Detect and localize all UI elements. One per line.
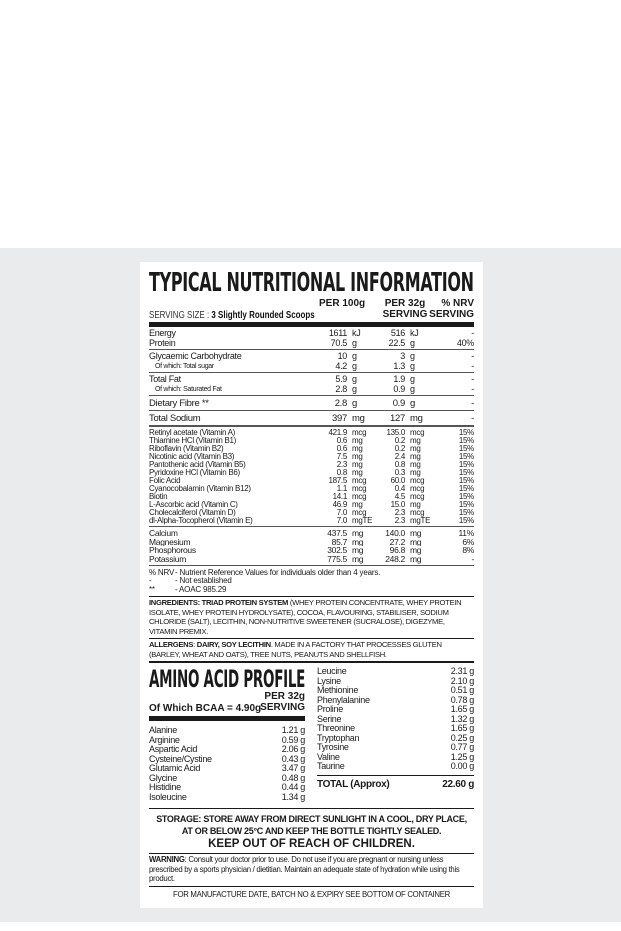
per-serving-value: 60.0 bbox=[390, 477, 405, 485]
warning bbox=[149, 854, 474, 886]
keep-out-warning: KEEP OUT OF REACH OF CHILDREN. bbox=[208, 838, 415, 851]
per-serving-unit: mg bbox=[410, 453, 421, 461]
per-serving-value: 0.2 bbox=[394, 437, 405, 445]
nutrient-name: Calcium bbox=[149, 529, 178, 538]
per-100g-unit: mgTE bbox=[352, 517, 373, 525]
allergens-text: . MADE IN A FACTORY THAT PROCESSES GLUTEN (BARLEY, WHEAT AND OATS), TREE NUTS, PEANUTS AND SHELLFISH. bbox=[149, 640, 442, 659]
per-100g-value: 397 bbox=[332, 413, 347, 424]
per-serving-value: 27.2 bbox=[389, 537, 405, 547]
nrv-value: - bbox=[471, 375, 474, 384]
amino-right-list bbox=[317, 667, 474, 772]
per-serving-value: 4.5 bbox=[394, 493, 405, 501]
amino-acid-name: Leucine bbox=[317, 666, 347, 677]
nrv-value: 15% bbox=[458, 429, 474, 437]
per-100g-value: 0.8 bbox=[336, 469, 347, 477]
label-title: TYPICAL NUTRITIONAL INFORMATION bbox=[149, 268, 474, 298]
amino-left-column bbox=[149, 667, 305, 802]
per-serving-unit: g bbox=[410, 361, 415, 371]
divider bbox=[317, 775, 474, 776]
per-serving-value: 127 bbox=[390, 413, 405, 424]
per-100g-value: 4.2 bbox=[335, 361, 347, 371]
nrv-value: - bbox=[471, 352, 474, 361]
per-100g-value: 187.5 bbox=[328, 477, 347, 485]
per-serving-unit: mg bbox=[410, 469, 421, 477]
amino-acid-value: 1.32 g bbox=[450, 713, 474, 724]
storage-line1: STORAGE: STORE AWAY FROM DIRECT SUNLIGHT IN A COOL, DRY PLACE, bbox=[156, 814, 467, 825]
nutrient-group bbox=[149, 396, 474, 410]
nutrient-name: Total Sodium bbox=[149, 413, 201, 424]
header-per-100g: PER 100g bbox=[319, 298, 366, 309]
per-serving-value: 2.3 bbox=[394, 509, 405, 517]
allergens-label: ALLERGENS bbox=[149, 640, 194, 650]
amino-acid-section bbox=[149, 663, 474, 802]
amino-acid-name: Methionine bbox=[317, 685, 359, 696]
note-symbol: - bbox=[149, 576, 152, 586]
amino-acid-value: 1.65 g bbox=[450, 704, 474, 715]
amino-acid-value: 0.51 g bbox=[450, 685, 474, 696]
per-100g-unit: g bbox=[352, 352, 357, 361]
ingredients bbox=[149, 597, 474, 638]
amino-acid-name: Taurine bbox=[317, 761, 345, 772]
per-serving-unit: g bbox=[410, 375, 415, 384]
amino-acid-name: Tryptophan bbox=[317, 732, 360, 743]
nrv-value: 15% bbox=[458, 477, 474, 485]
per-serving-value: 0.9 bbox=[393, 384, 405, 394]
per-serving-value: 1.9 bbox=[393, 375, 405, 384]
storage-instructions bbox=[149, 809, 474, 837]
nrv-value: 15% bbox=[458, 485, 474, 493]
per-100g-value: 70.5 bbox=[330, 338, 347, 348]
amino-acid-value: 0.00 g bbox=[450, 761, 474, 772]
header-per-serving bbox=[377, 298, 433, 320]
per-serving-unit: mcg bbox=[410, 477, 425, 485]
per-100g-unit: mg bbox=[352, 501, 363, 509]
page-background bbox=[0, 248, 621, 922]
table-header bbox=[149, 298, 474, 321]
per-serving-value: 2.4 bbox=[394, 453, 405, 461]
nrv-value: 40% bbox=[456, 338, 474, 348]
amino-acid-value: 2.31 g bbox=[450, 666, 474, 677]
amino-total-row bbox=[317, 779, 474, 791]
per-100g-unit: g bbox=[352, 338, 357, 348]
per-serving-unit: mg bbox=[410, 546, 422, 556]
nutrient-group bbox=[149, 527, 474, 565]
nutrient-name: Of which: Saturated Fat bbox=[155, 385, 222, 393]
per-serving-unit: mg bbox=[410, 437, 421, 445]
per-100g-value: 1611 bbox=[328, 329, 347, 338]
per-serving-value: 1.3 bbox=[393, 361, 405, 371]
per-serving-unit: mg bbox=[410, 413, 423, 424]
amino-acid-name: Alanine bbox=[149, 725, 177, 736]
serving-size bbox=[149, 310, 317, 321]
amino-acid-value: 2.06 g bbox=[281, 744, 305, 755]
nutrient-name: Energy bbox=[149, 329, 176, 338]
nrv-value: 15% bbox=[458, 437, 474, 445]
per-serving-unit: g bbox=[410, 384, 415, 394]
amino-acid-value: 0.44 g bbox=[281, 782, 305, 793]
per-serving-value: 22.5 bbox=[388, 338, 405, 348]
header-nrv-line2: SERVING bbox=[429, 309, 474, 320]
nutrient-name: Phosphorous bbox=[149, 546, 196, 556]
nutrition-table bbox=[149, 327, 474, 566]
per-serving-value: 0.9 bbox=[392, 398, 405, 409]
nrv-value: 11% bbox=[458, 529, 474, 538]
per-100g-value: 2.8 bbox=[334, 398, 347, 409]
nrv-value: - bbox=[471, 413, 474, 424]
per-100g-value: 7.5 bbox=[336, 453, 347, 461]
nutrient-name: Cyanocobalamin (Vitamin B12) bbox=[149, 485, 251, 493]
amino-acid-name: Glutamic Acid bbox=[149, 763, 201, 774]
header-nrv bbox=[429, 298, 474, 320]
per-serving-unit: mg bbox=[410, 529, 422, 538]
amino-acid-name: Phenylalanine bbox=[317, 694, 370, 705]
amino-acid-value: 0.43 g bbox=[281, 753, 305, 764]
per-serving-unit: mcg bbox=[410, 485, 425, 493]
nrv-value: 8% bbox=[462, 546, 474, 556]
per-serving-unit: mgTE bbox=[410, 517, 431, 525]
per-100g-unit: mcg bbox=[352, 477, 367, 485]
nrv-value: 15% bbox=[458, 453, 474, 461]
per-100g-unit: mcg bbox=[352, 509, 367, 517]
per-100g-unit: mg bbox=[352, 555, 364, 564]
amino-acid-value: 0.77 g bbox=[450, 742, 474, 753]
amino-total-value: 22.60 g bbox=[442, 778, 474, 790]
header-per-serving-line1: PER 32g bbox=[384, 298, 426, 309]
nrv-value: 15% bbox=[458, 493, 474, 501]
nrv-value: 6% bbox=[462, 537, 474, 547]
per-100g-value: 775.5 bbox=[327, 555, 347, 564]
per-serving-unit: mg bbox=[410, 461, 421, 469]
nutrition-label-panel bbox=[140, 262, 483, 908]
nutrient-name: Dietary Fibre ** bbox=[149, 398, 209, 409]
per-serving-value: 96.8 bbox=[389, 546, 405, 556]
per-serving-unit: mg bbox=[410, 555, 422, 564]
nutrient-name: Of which: Total sugar bbox=[155, 362, 214, 370]
amino-right-column bbox=[317, 667, 474, 802]
per-serving-value: 516 bbox=[390, 329, 405, 338]
amino-header-line2: SERVING bbox=[260, 702, 305, 714]
per-serving-value: 135.0 bbox=[386, 429, 405, 437]
per-serving-unit: mg bbox=[410, 501, 421, 509]
note-text: - Not established bbox=[175, 576, 232, 586]
nutrient-name: Pyridoxine HCl (Vitamin B6) bbox=[149, 469, 240, 477]
allergens-list: DAIRY, SOY LECITHIN bbox=[196, 640, 271, 650]
amino-acid-name: Threonine bbox=[317, 723, 355, 734]
per-100g-value: 0.6 bbox=[336, 445, 347, 453]
per-serving-unit: mcg bbox=[410, 509, 425, 517]
per-100g-value: 0.6 bbox=[336, 437, 347, 445]
per-100g-unit: mcg bbox=[352, 429, 367, 437]
nrv-value: - bbox=[471, 361, 474, 371]
nutrient-name: Pantothenic acid (Vitamin B5) bbox=[149, 461, 246, 469]
note-symbol: ** bbox=[149, 584, 155, 594]
nrv-value: - bbox=[471, 329, 474, 338]
per-100g-value: 7.0 bbox=[336, 509, 347, 517]
ingredients-label: INGREDIENTS: TRIAD PROTEIN SYSTEM bbox=[149, 598, 289, 608]
per-100g-unit: mg bbox=[352, 546, 364, 556]
per-100g-unit: mg bbox=[352, 453, 363, 461]
allergens-colon: : bbox=[193, 640, 197, 650]
amino-divider bbox=[149, 716, 305, 721]
amino-title: AMINO ACID PROFILE bbox=[149, 665, 306, 694]
footer-note: FOR MANUFACTURE DATE, BATCH NO & EXPIRY SEE BOTTOM OF CONTAINER bbox=[173, 889, 450, 899]
per-serving-unit: mcg bbox=[410, 429, 425, 437]
nrv-value: 15% bbox=[458, 509, 474, 517]
per-100g-unit: mg bbox=[352, 469, 363, 477]
nutrient-name: Glycaemic Carbohydrate bbox=[149, 352, 242, 361]
note-row bbox=[149, 586, 474, 595]
nutrient-name: Nicotinic acid (Vitamin B3) bbox=[149, 453, 235, 461]
bcaa-total: Of Which BCAA = 4.90g bbox=[149, 703, 262, 715]
per-100g-unit: g bbox=[352, 375, 357, 384]
per-100g-unit: g bbox=[352, 398, 357, 409]
per-100g-unit: mcg bbox=[352, 485, 367, 493]
nutrient-name: Biotin bbox=[149, 493, 168, 501]
note-text: - Nutrient Reference Values for individuals older than 4 years. bbox=[175, 567, 381, 577]
amino-acid-name: Serine bbox=[317, 713, 342, 724]
per-100g-unit: mg bbox=[352, 461, 363, 469]
per-100g-value: 421.9 bbox=[328, 429, 347, 437]
per-serving-unit: mg bbox=[410, 445, 421, 453]
amino-acid-value: 3.47 g bbox=[281, 763, 305, 774]
nutrient-name: Retinyl acetate (Vitamin A) bbox=[149, 429, 236, 437]
per-100g-unit: mg bbox=[352, 537, 364, 547]
per-serving-unit: mcg bbox=[410, 493, 425, 501]
nutrient-name: Thiamine HCl (Vitamin B1) bbox=[149, 437, 237, 445]
amino-acid-value: 0.48 g bbox=[281, 772, 305, 783]
note-text: - AOAC 985.29 bbox=[175, 584, 227, 594]
nutrient-name: Protein bbox=[149, 338, 176, 348]
per-100g-value: 10 bbox=[337, 352, 347, 361]
nutrient-name: dl-Alpha-Tocopherol (Vitamin E) bbox=[149, 517, 253, 525]
amino-acid-value: 2.10 g bbox=[450, 675, 474, 686]
nutrient-name: Cholecalciferol (Vitamin D) bbox=[149, 509, 236, 517]
amino-acid-value: 0.25 g bbox=[450, 732, 474, 743]
per-100g-unit: mg bbox=[352, 437, 363, 445]
serving-size-text bbox=[149, 310, 315, 321]
amino-acid-name: Aspartic Acid bbox=[149, 744, 198, 755]
serving-size-label: SERVING SIZE : bbox=[149, 310, 212, 321]
amino-acid-name: Cysteine/Cystine bbox=[149, 753, 212, 764]
amino-header-line1: PER 32g bbox=[264, 691, 305, 703]
nrv-value: - bbox=[471, 384, 474, 394]
amino-acid-value: 1.65 g bbox=[450, 723, 474, 734]
amino-acid-name: Tyrosine bbox=[317, 742, 349, 753]
nutrient-group bbox=[149, 327, 474, 349]
per-serving-value: 3 bbox=[400, 352, 405, 361]
nutrient-name: L-Ascorbic acid (Vitamin C) bbox=[149, 501, 238, 509]
amino-acid-value: 0.78 g bbox=[450, 694, 474, 705]
per-100g-value: 1.1 bbox=[336, 485, 347, 493]
per-100g-value: 46.9 bbox=[332, 501, 347, 509]
nrv-notes bbox=[149, 566, 474, 597]
per-serving-value: 140.0 bbox=[385, 529, 405, 538]
per-serving-value: 0.8 bbox=[394, 461, 405, 469]
per-serving-unit: g bbox=[410, 338, 415, 348]
nutrient-name: Folic Acid bbox=[149, 477, 181, 485]
per-100g-unit: mg bbox=[352, 445, 363, 453]
per-serving-value: 0.3 bbox=[394, 469, 405, 477]
per-serving-value: 0.2 bbox=[394, 445, 405, 453]
amino-acid-name: Glycine bbox=[149, 772, 177, 783]
header-per-serving-line2: SERVING bbox=[382, 309, 428, 320]
amino-left-list bbox=[149, 726, 305, 802]
per-serving-value: 2.3 bbox=[394, 517, 405, 525]
amino-acid-name: Valine bbox=[317, 751, 340, 762]
per-100g-value: 437.5 bbox=[327, 529, 347, 538]
per-serving-value: 248.2 bbox=[385, 555, 405, 564]
per-serving-value: 0.4 bbox=[394, 485, 405, 493]
amino-acid-name: Lysine bbox=[317, 675, 341, 686]
per-serving-unit: g bbox=[410, 398, 415, 409]
per-serving-unit: kJ bbox=[410, 329, 419, 338]
per-100g-value: 2.8 bbox=[335, 384, 347, 394]
nrv-value: 15% bbox=[458, 469, 474, 477]
nutrient-group bbox=[149, 373, 474, 395]
per-100g-unit: g bbox=[352, 384, 357, 394]
per-100g-value: 85.7 bbox=[331, 537, 347, 547]
nutrient-name: Potassium bbox=[149, 555, 186, 564]
nutrient-group bbox=[149, 350, 474, 372]
per-100g-value: 7.0 bbox=[336, 517, 347, 525]
note-symbol: % NRV bbox=[149, 567, 175, 577]
header-nrv-line1: % NRV bbox=[441, 298, 474, 309]
nutrient-name: Magnesium bbox=[149, 537, 191, 547]
per-100g-value: 14.1 bbox=[332, 493, 347, 501]
nutrient-group bbox=[149, 427, 474, 526]
label-title-wrap bbox=[149, 270, 474, 296]
amino-acid-value: 1.34 g bbox=[281, 791, 305, 802]
per-serving-unit: g bbox=[410, 352, 415, 361]
per-serving-value: 15.0 bbox=[390, 501, 405, 509]
amino-acid-value: 1.21 g bbox=[281, 725, 305, 736]
per-100g-value: 302.5 bbox=[327, 546, 347, 556]
per-100g-unit: g bbox=[352, 361, 357, 371]
nutrient-name: Total Fat bbox=[149, 375, 181, 384]
per-100g-unit: mg bbox=[352, 529, 364, 538]
nrv-value: 15% bbox=[458, 501, 474, 509]
warning-text: : Consult your doctor prior to use. Do not use if you are pregnant or nursing unless prescribed by a sports physician / dietitian. Maintain an adequate state of hydration while using this product. bbox=[149, 855, 460, 884]
allergens bbox=[149, 639, 474, 661]
amino-total-label: TOTAL (Approx) bbox=[317, 778, 390, 790]
amino-acid-name: Proline bbox=[317, 704, 343, 715]
warning-label: WARNING bbox=[149, 855, 185, 865]
nrv-value: - bbox=[471, 555, 474, 564]
nutrient-name: Riboflavin (Vitamin B2) bbox=[149, 445, 224, 453]
nrv-value: 15% bbox=[458, 517, 474, 525]
amino-acid-name: Isoleucine bbox=[149, 791, 187, 802]
page-top-area bbox=[0, 0, 621, 248]
amino-acid-value: 0.59 g bbox=[281, 734, 305, 745]
per-100g-unit: mg bbox=[352, 413, 365, 424]
storage-line2: AT OR BELOW 25°C AND KEEP THE BOTTLE TIGHTLY SEALED. bbox=[181, 826, 442, 837]
per-serving-unit: mg bbox=[410, 537, 422, 547]
per-100g-unit: kJ bbox=[352, 329, 361, 338]
amino-acid-name: Histidine bbox=[149, 782, 181, 793]
amino-acid-name: Arginine bbox=[149, 734, 180, 745]
nrv-value: - bbox=[471, 398, 474, 409]
amino-acid-value: 1.25 g bbox=[450, 751, 474, 762]
serving-size-value: 3 Slightly Rounded Scoops bbox=[211, 310, 315, 321]
per-100g-value: 5.9 bbox=[335, 375, 347, 384]
per-100g-value: 2.3 bbox=[336, 461, 347, 469]
nrv-value: 15% bbox=[458, 445, 474, 453]
nrv-value: 15% bbox=[458, 461, 474, 469]
per-100g-unit: mcg bbox=[352, 493, 367, 501]
nutrient-group bbox=[149, 411, 474, 425]
ingredients-text: (WHEY PROTEIN CONCENTRATE, WHEY PROTEIN ISOLATE, WHEY PROTEIN HYDROLYSATE), COCOA, FLAVOURING, STABILISER, SODIUM CHLORIDE (SALT), LECITHIN, NON-NUTRITIVE SWEETENER (SUCRALOSE), DIGEZYME, VITAMIN PREMIX. bbox=[149, 598, 462, 636]
